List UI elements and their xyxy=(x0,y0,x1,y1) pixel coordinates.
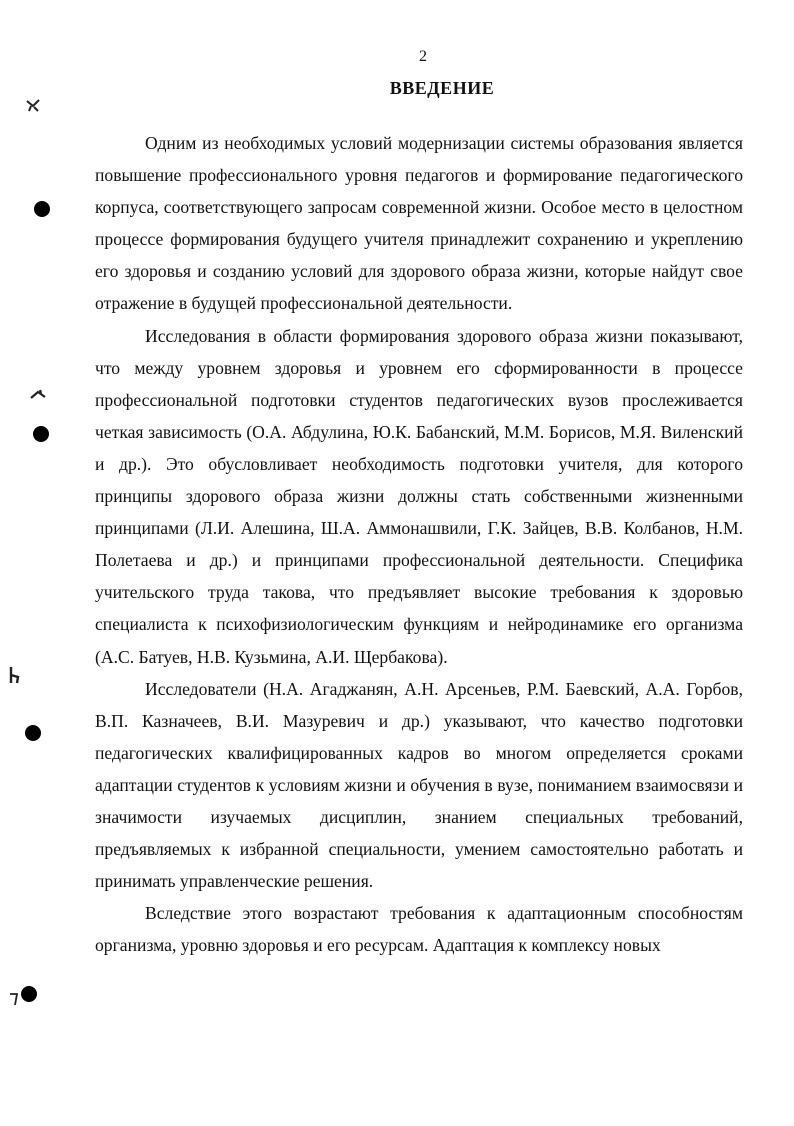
body-text xyxy=(95,127,743,961)
binding-hole-1 xyxy=(34,201,50,217)
paragraph-4: Вследствие этого возрастают требования к адаптационным способностям организма, уровню здоровья и его ресурсам. Адаптация к комплексу новых xyxy=(95,903,743,956)
paragraph-2: Исследования в области формирования здорового образа жизни показывают, что между уровнем здоровья и уровнем его сформированности в процессе профессиональной подготовки студентов педагогических вузов прослеживается четкая зависимость (О.А. Абдулина, Ю.К. Бабанский, М.М. Борисов, М.Я. Виленский и др.). Это обусловливает необходимость подготовки учителя, для которого принципы здорового образа жизни должны стать собственными жизненными принципами (Л.И. Алешина, Ш.А. Аммонашвили, Г.К. Зайцев, В.В. Колбанов, Н.М. Полетаева и др.) и принципами профессиональной деятельности. Специфика учительского труда такова, что предъявляет высокие требования к здоровью специалиста к психофизиологическим функциям и нейродинамике его организма (А.С. Батуев, Н.В. Кузьмина, А.И. Щербакова). xyxy=(95,325,743,667)
page-number: 2 xyxy=(419,48,427,65)
paragraph-3: Исследователи (Н.А. Агаджанян, А.Н. Арсеньев, Р.М. Баевский, А.А. Горбов, В.П. Казначеев, В.И. Мазуревич и др.) указывают, что качество подготовки педагогических квалифицированных кадров во многом определяется сроками адаптации студентов к условиям жизни и обучения в вузе, пониманием взаимосвязи и значимости изучаемых дисциплин, знанием специальных требований, предъявляемых к избранной специальности, умением самостоятельно работать и принимать управленческие решения. xyxy=(95,678,743,892)
margin-speck-2 xyxy=(30,388,46,402)
margin-speck-1 xyxy=(26,98,40,112)
binding-hole-2 xyxy=(33,426,49,442)
margin-speck-3 xyxy=(8,666,20,684)
page-title: ВВЕДЕНИЕ xyxy=(389,78,495,98)
paragraph-1: Одним из необходимых условий модернизации системы образования является повышение профессионального уровня педагогов и формирование педагогического корпуса, соответствующего запросам современной жизни. Особое место в целостном процессе формирования будущего учителя принадлежит сохранению и укреплению его здоровья и созданию условий для здорового образа жизни, которые найдут свое отражение в будущей профессиональной деятельности. xyxy=(95,133,743,314)
margin-speck-4 xyxy=(9,992,19,1006)
binding-hole-3 xyxy=(25,725,41,741)
binding-hole-4 xyxy=(21,986,37,1002)
